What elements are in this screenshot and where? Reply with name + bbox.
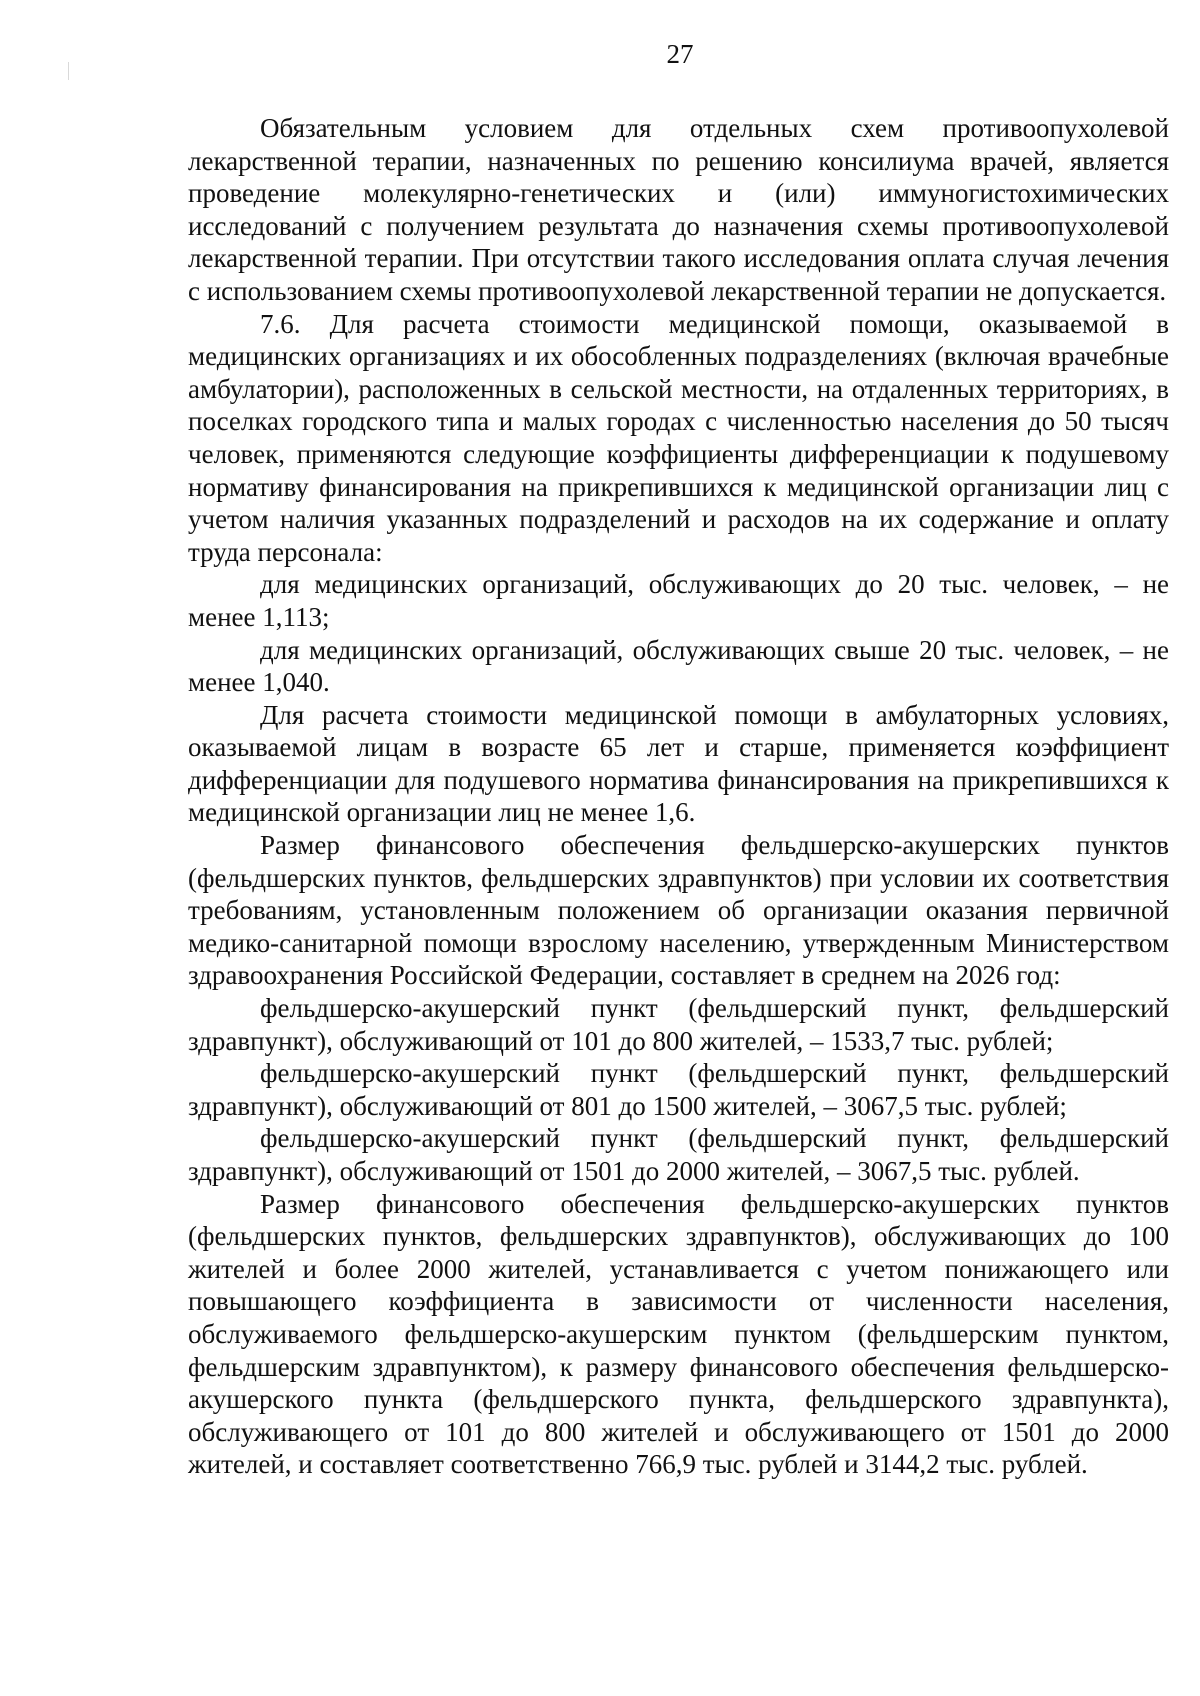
paragraph-molecular-testing-requirement: Обязательным условием для отдельных схем противоопухолевой лекарственной терапии, назначенных по решению консилиума врачей, является проведение молекулярно-генетических и (или) иммуногистохимических исследований с получением результата до назначения схемы противоопухолевой лекарственной терапии. При отсутствии такого исследования оплата случая лечения с использованием схемы противоопухолевой лекарственной терапии не допускается. xyxy=(188,113,1169,306)
paragraph-fap-financing-size: Размер финансового обеспечения фельдшерско-акушерских пунктов (фельдшерских пунктов, фельдшерских здравпунктов) при условии их соответствия требованиям, установленным положением об организации оказания первичной медико-санитарной помощи взрослому населению, утвержденным Министерством здравоохранения Российской Федерации, составляет в среднем на 2026 год: xyxy=(188,830,1169,991)
document-body xyxy=(188,112,1169,1481)
paragraph-fap-801-1500: фельдшерско-акушерский пункт (фельдшерский пункт, фельдшерский здравпункт), обслуживающий от 801 до 1500 жителей, – 3067,5 тыс. рублей; xyxy=(188,1058,1169,1121)
paragraph-coefficient-over-20k: для медицинских организаций, обслуживающих свыше 20 тыс. человек, – не менее 1,040. xyxy=(188,634,1169,698)
paragraph-coefficient-up-to-20k: для медицинских организаций, обслуживающих до 20 тыс. человек, – не менее 1,113; xyxy=(188,569,1169,632)
paragraph-7-6-differentiation-coefficients: 7.6. Для расчета стоимости медицинской помощи, оказываемой в медицинских организациях и их обособленных подразделениях (включая врачебные амбулатории), расположенных в сельской местности, на отдаленных территориях, в поселках городского типа и малых городах с численностью населения до 50 тысяч человек, применяются следующие коэффициенты дифференциации к подушевому нормативу финансирования на прикрепившихся к медицинской организации лиц с учетом наличия указанных подразделений и расходов на их содержание и оплату труда персонала: xyxy=(188,308,1169,567)
paragraph-fap-1501-2000: фельдшерско-акушерский пункт (фельдшерский пункт, фельдшерский здравпункт), обслуживающий от 1501 до 2000 жителей, – 3067,5 тыс. рублей. xyxy=(188,1123,1169,1186)
paragraph-fap-101-800: фельдшерско-акушерский пункт (фельдшерский пункт, фельдшерский здравпункт), обслуживающий от 101 до 800 жителей, – 1533,7 тыс. рублей; xyxy=(188,993,1169,1056)
paragraph-coefficient-age-65-plus: Для расчета стоимости медицинской помощи в амбулаторных условиях, оказываемой лицам в возрасте 65 лет и старше, применяется коэффициент дифференциации для подушевого норматива финансирования на прикрепившихся к медицинской организации лиц не менее 1,6. xyxy=(188,699,1169,828)
paragraph-fap-adjusting-coefficient: Размер финансового обеспечения фельдшерско-акушерских пунктов (фельдшерских пунктов, фельдшерских здравпунктов), обслуживающих до 100 жителей и более 2000 жителей, устанавливается с учетом понижающего или повышающего коэффициента в зависимости от численности населения, обслуживаемого фельдшерско-акушерским пунктом (фельдшерским пунктом, фельдшерским здравпунктом), к размеру финансового обеспечения фельдшерско-акушерского пункта (фельдшерского пункта, фельдшерского здравпункта), обслуживающего от 101 до 800 жителей и обслуживающего от 1501 до 2000 жителей, и составляет соответственно 766,9 тыс. рублей и 3144,2 тыс. рублей. xyxy=(188,1188,1169,1480)
page-number: 27 xyxy=(666,39,694,69)
